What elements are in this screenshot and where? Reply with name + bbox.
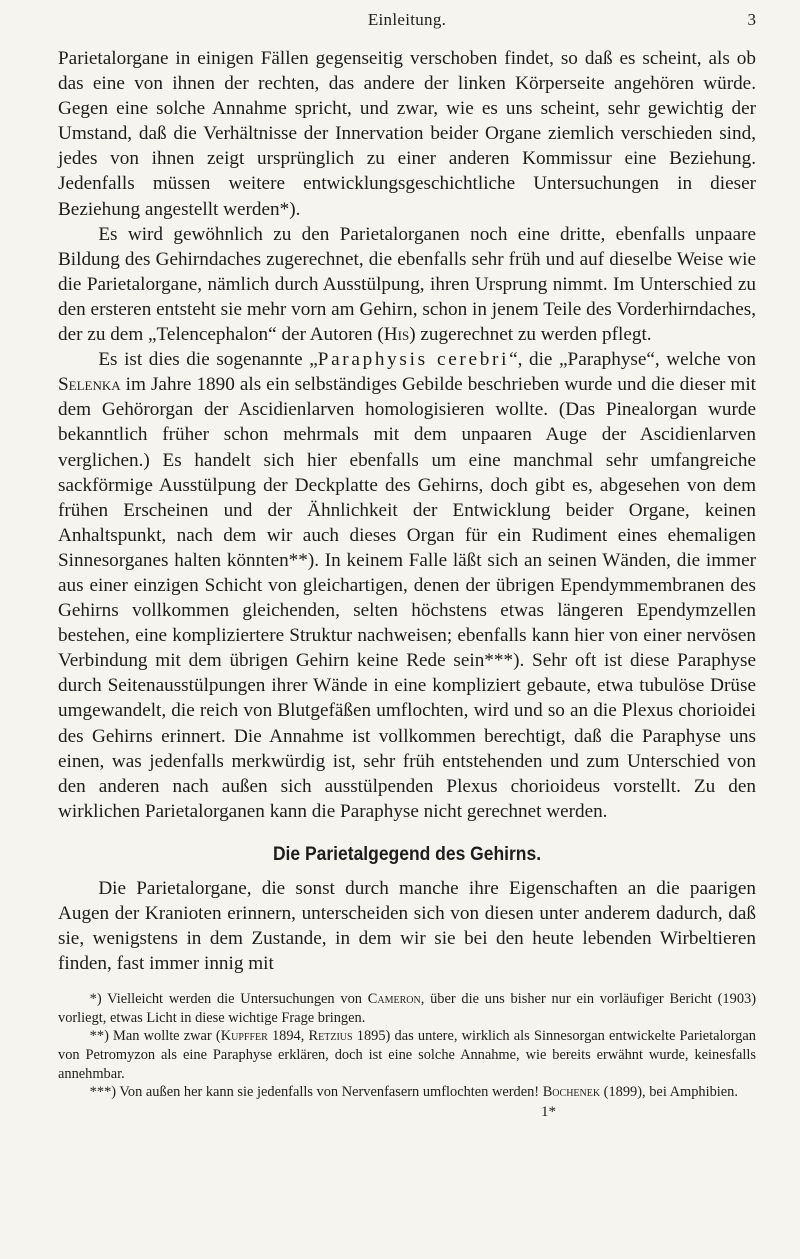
section-paragraph: Die Parietalorgane, die sonst durch manche ihre Eigenschaften an die paarigen Augen der Kranioten erinnern, unterscheiden sich von diesen unter anderem dadurch, daß sie, wenigstens in dem Zustande, in dem wir sie bei den heute lebenden Wirbeltieren finden, fast immer innig mit xyxy=(58,877,756,975)
footnote-3 xyxy=(58,1083,756,1102)
footnote-1-text-c: , über die uns bisher nur ein vorläufiger Bericht (1903) vorliegt, etwas Licht in diese wichtige Frage bringen. xyxy=(58,991,756,1026)
footnote-2-text-a: **) Man wollte zwar ( xyxy=(89,1028,221,1045)
running-header xyxy=(58,0,756,46)
author-bochenek: Bochenek xyxy=(542,1084,601,1101)
paragraph-3 xyxy=(58,347,756,824)
footnote-2-text-e: 1895) das untere, wirklich als Sinnesorgan entwickelte Parietalorgan von Petromyzon als eine Paraphyse erklären, doch ist eine solche Annahme, wie bereits erwähnt wurde, keinesfalls annehmbar. xyxy=(58,1028,756,1082)
author-kupffer: Kupffer xyxy=(220,1028,268,1045)
paragraph-2-text-a: Es wird gewöhnlich zu den Parietalorganen noch eine dritte, ebenfalls unpaare Bildung des Gehirndaches zugerechnet, die ebenfalls sehr früh und auf dieselbe Weise wie die Parietalorgane, nämlich durch Ausstülpung, ihren Ursprung nimmt. Im Unterschied zu den ersteren entsteht sie mehr vorn am Gehirn, schon in jenem Teile des Vorderhirndaches, der zu dem „Telencephalon“ der Autoren ( xyxy=(58,223,756,346)
footnotes xyxy=(58,990,756,1121)
footnote-1-text-a: *) Vielleicht werden die Untersuchungen von xyxy=(89,991,368,1008)
section-heading: Die Parietalgegend des Gehirns. xyxy=(272,843,542,865)
signature-mark: 1* xyxy=(541,1103,556,1120)
author-his: His xyxy=(383,324,410,346)
paragraph-3-text-e: im Jahre 1890 als ein selbständiges Gebilde beschrieben wurde und die dieser mit dem Gehörorgan der Ascidienlarven homologisieren wollte. (Das Pinealorgan wurde bekanntlich früher schon mehrmals mit dem unpaaren Auge der Ascidienlarven verglichen.) Es handelt sich hier ebenfalls um eine manchmal sehr umfangreiche sackförmige Ausstülpung der Deckplatte des Gehirns, doch gibt es, abgesehen von dem frühen Erscheinen und der Ähnlichkeit der Entwicklung beider Organe, keinen Anhaltspunkt, nach dem wir auch dieses Organ für ein Rudiment eines ehemaligen Sinnesorganes halten könnten**). In keinem Falle läßt sich an seinen Wänden, die immer aus einer einzigen Schicht von gleichartigen, denen der übrigen Ependymmembranen des Gehirns vollkommen gleichenden, selten höchstens etwas längeren Ependymzellen bestehen, eine kompliziertere Struktur nachweisen; ebenfalls kann hier von einer nervösen Verbindung mit dem übrigen Gehirn keine Rede sein***). Sehr oft ist diese Paraphyse durch Seitenausstülpungen ihrer Wände in eine kompliziert gebaute, etwa tubulöse Drüse umgewandelt, die reich von Blutgefäßen umflochten, wird und so an die Plexus chorioidei des Gehirns erinnert. Die Annahme ist vollkommen berechtigt, daß die Paraphyse uns einen, was jedenfalls merkwürdig ist, sehr früh entstehenden und zum Unterschied von den anderen nach außen sich ausstülpenden Plexus chorioideus vorstellt. Zu den wirklichen Parietalorganen kann die Paraphyse nicht gerechnet werden. xyxy=(58,374,756,822)
paragraph-2-text-c: ) zugerechnet zu werden pflegt. xyxy=(409,324,652,346)
footnote-3-text-c: (1899), bei Amphibien. xyxy=(600,1084,738,1101)
footnote-1 xyxy=(58,990,756,1027)
paragraph-3-text-c: “, die „Paraphyse“, welche von xyxy=(509,349,757,371)
running-title: Einleitung. xyxy=(367,10,447,29)
author-selenka: Selenka xyxy=(58,374,121,396)
footnote-2-text-c: 1894, xyxy=(267,1028,309,1045)
term-paraphysis-cerebri: Paraphysis cerebri xyxy=(317,349,510,371)
author-cameron: Cameron xyxy=(367,991,421,1008)
paragraph-1-text: Parietalorgane in einigen Fällen gegenseitig verschoben findet, so daß es scheint, als ob das eine von ihnen der rechten, das andere der linken Körperseite angehören würde. Gegen eine solche Annahme spricht, und zwar, wie es uns scheint, sehr gewichtig der Umstand, daß die Verhältnisse der Innervation beider Organe ziemlich verschieden sind, jedes von ihnen zeigt ursprünglich zu einer anderen Kommissur eine Beziehung. Jedenfalls müssen weitere entwicklungsgeschichtliche Untersuchungen in dieser Beziehung angestellt werden*). xyxy=(58,48,756,220)
main-text xyxy=(58,46,756,976)
author-retzius: Retzius xyxy=(308,1028,353,1045)
footnote-2 xyxy=(58,1027,756,1083)
paragraph-3-text-a: Es ist dies die sogenannte „ xyxy=(98,349,318,371)
footnote-3-text-a: ***) Von außen her kann sie jedenfalls von Nervenfasern umflochten werden! xyxy=(89,1084,543,1101)
paragraph-1 xyxy=(58,46,756,222)
paragraph-2 xyxy=(58,222,756,347)
page-number: 3 xyxy=(747,10,756,29)
